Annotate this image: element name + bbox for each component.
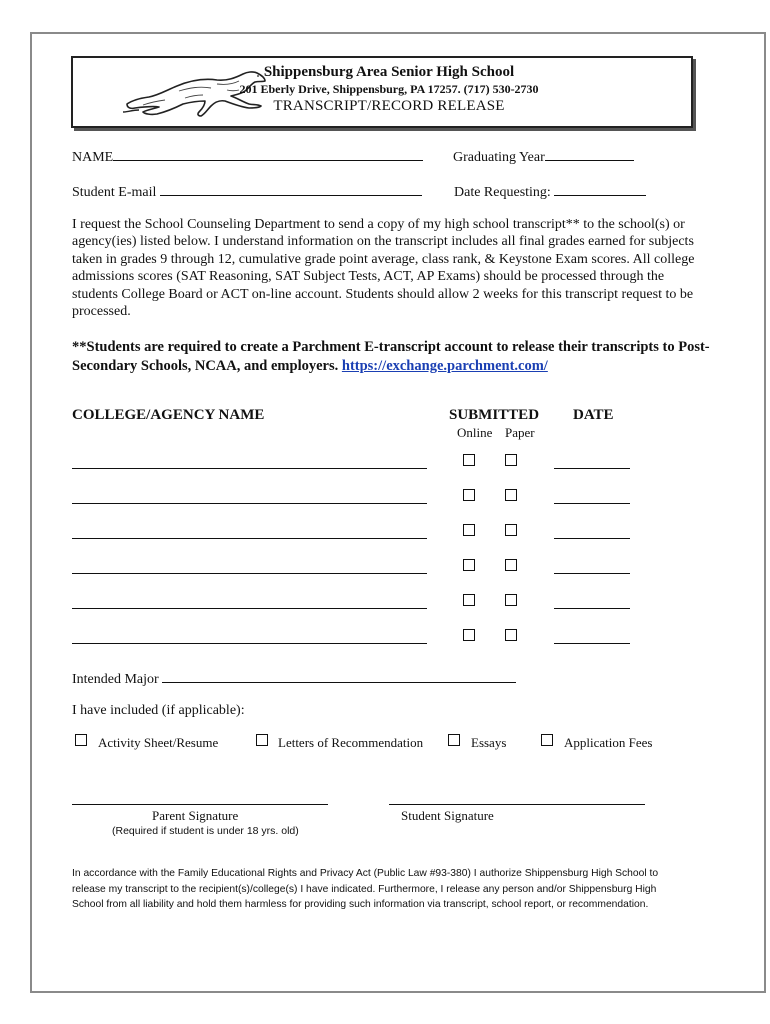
ferpa-statement: In accordance with the Family Educational Rights and Privacy Act (Public Law #93-380) I authorize Shippensburg High School to release my transcript to the recipient(s)/college(s) I have indicated. Furthermore, I release any person and/or Shippensburg High School from all liability and hold them harmless for providing such information via transcript, school report, or recommendation.	[72, 868, 659, 910]
included-label: I have included (if applicable):	[72, 703, 245, 718]
college-name-line[interactable]	[72, 643, 427, 644]
date-line[interactable]	[554, 643, 630, 644]
paper-checkbox[interactable]	[505, 594, 517, 606]
parent-signature-label: Parent Signature	[152, 808, 239, 823]
parchment-notice	[72, 338, 712, 375]
header-box	[71, 56, 693, 128]
intended-major-label: Intended Major	[72, 672, 159, 687]
graduating-year-label: Graduating Year	[453, 150, 545, 165]
notice-text: **Students are required to create a Parchment E-transcript account to release their transcripts to Post-Secondary Schools, NCAA, and employers.	[72, 339, 710, 374]
online-checkbox[interactable]	[463, 559, 475, 571]
date-line[interactable]	[554, 468, 630, 469]
college-name-line[interactable]	[72, 503, 427, 504]
activity-sheet-label: Activity Sheet/Resume	[98, 735, 219, 750]
email-label: Student E-mail	[72, 185, 157, 200]
form-title: TRANSCRIPT/RECORD RELEASE	[273, 98, 505, 114]
paper-subheader: Paper	[505, 425, 535, 440]
college-name-line[interactable]	[72, 608, 427, 609]
graduating-year-field[interactable]	[453, 146, 634, 166]
page-border	[30, 32, 766, 993]
date-requesting-line[interactable]	[554, 181, 646, 196]
online-checkbox[interactable]	[463, 489, 475, 501]
intended-major-field[interactable]	[72, 668, 516, 688]
paper-checkbox[interactable]	[505, 524, 517, 536]
online-subheader: Online	[457, 425, 493, 440]
name-line[interactable]	[113, 146, 423, 161]
letters-recommendation-checkbox[interactable]	[256, 734, 268, 746]
application-fees-label: Application Fees	[564, 735, 653, 750]
college-name-line[interactable]	[72, 538, 427, 539]
date-line[interactable]	[554, 608, 630, 609]
parent-signature-line[interactable]	[72, 804, 328, 805]
request-paragraph: I request the School Counseling Department to send a copy of my high school transcript** to the school(s) or agency(ies) listed below. I understand information on the transcript includes all final grades earned for subjects taken in grades 9 through 12, cumulative grade point average, class rank, & Keystone Exam scores. All college admissions scores (SAT Reasoning, SAT Subject Tests, ACT, AP Exams) should be processed through the students College Board or ACT on-line account. Students should allow 2 weeks for this transcript request to be processed.	[72, 217, 695, 320]
college-name-line[interactable]	[72, 468, 427, 469]
date-line[interactable]	[554, 503, 630, 504]
email-field[interactable]	[72, 181, 422, 201]
date-line[interactable]	[554, 538, 630, 539]
parchment-link[interactable]: https://exchange.parchment.com/	[341, 357, 548, 374]
name-field[interactable]	[72, 146, 423, 166]
college-name-line[interactable]	[72, 573, 427, 574]
student-signature-line[interactable]	[389, 804, 645, 805]
paper-checkbox[interactable]	[505, 454, 517, 466]
email-line[interactable]	[160, 181, 422, 196]
date-line[interactable]	[554, 573, 630, 574]
school-address: 201 Eberly Drive, Shippensburg, PA 17257. (717) 530-2730	[239, 82, 539, 96]
date-requesting-label: Date Requesting:	[454, 185, 551, 200]
parent-signature-note: (Required if student is under 18 yrs. old)	[112, 825, 299, 837]
activity-sheet-checkbox[interactable]	[75, 734, 87, 746]
date-requesting-field[interactable]	[454, 181, 646, 201]
name-label: NAME	[72, 150, 114, 165]
essays-checkbox[interactable]	[448, 734, 460, 746]
paper-checkbox[interactable]	[505, 629, 517, 641]
school-name: Shippensburg Area Senior High School	[263, 64, 515, 80]
essays-label: Essays	[471, 735, 507, 750]
online-checkbox[interactable]	[463, 524, 475, 536]
letters-recommendation-label: Letters of Recommendation	[278, 735, 424, 750]
date-header: DATE	[573, 407, 614, 423]
college-agency-header: COLLEGE/AGENCY NAME	[72, 407, 265, 423]
online-checkbox[interactable]	[463, 454, 475, 466]
online-checkbox[interactable]	[463, 594, 475, 606]
graduating-year-line[interactable]	[545, 146, 634, 161]
intended-major-line[interactable]	[162, 668, 516, 683]
student-signature-label: Student Signature	[401, 808, 494, 823]
submitted-header: SUBMITTED	[449, 407, 540, 423]
application-fees-checkbox[interactable]	[541, 734, 553, 746]
paper-checkbox[interactable]	[505, 559, 517, 571]
paper-checkbox[interactable]	[505, 489, 517, 501]
online-checkbox[interactable]	[463, 629, 475, 641]
